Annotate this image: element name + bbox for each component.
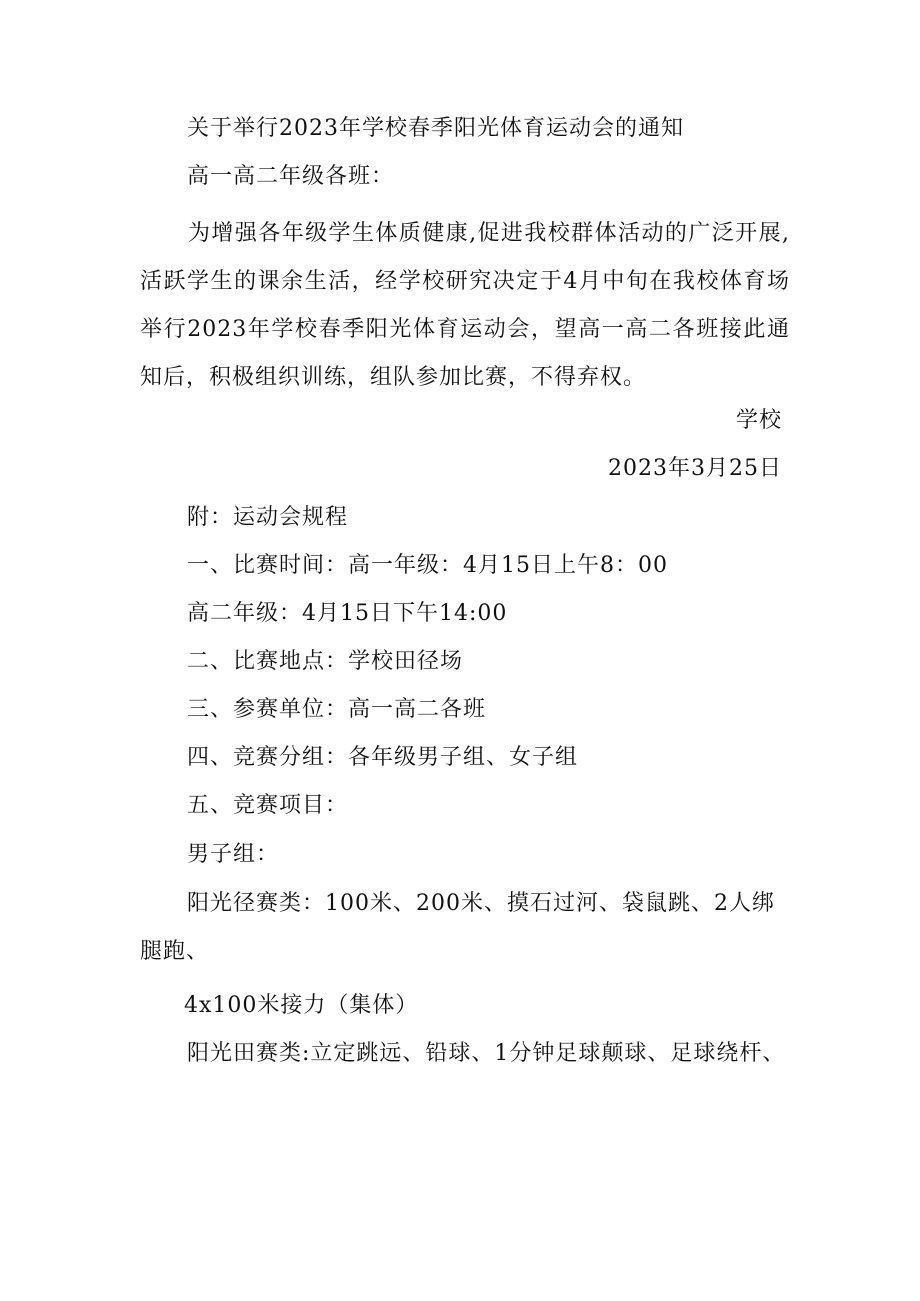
track-events-continuation: 腿跑、 xyxy=(140,939,210,964)
rule-item: 高二年级：4月15日下午14:00 xyxy=(187,601,508,626)
issue-date: 2023年3月25日 xyxy=(608,456,782,481)
rule-item: 三、参赛单位：高一高二各班 xyxy=(187,697,487,722)
addressee: 高一高二年级各班： xyxy=(187,164,395,189)
signature: 学校 xyxy=(735,408,782,433)
relay-line: 4x100米接力（集体） xyxy=(184,993,419,1018)
rule-item: 四、竞赛分组：各年级男子组、女子组 xyxy=(187,745,579,770)
rule-item: 二、比赛地点：学校田径场 xyxy=(187,649,464,674)
rule-item: 一、比赛时间：高一年级：4月15日上午8：00 xyxy=(187,553,668,578)
attachment-heading: 附：运动会规程 xyxy=(187,505,349,530)
document-title: 关于举行2023年学校春季阳光体育运动会的通知 xyxy=(187,116,684,141)
track-events-line: 阳光径赛类：100米、200米、摸石过河、袋鼠跳、2人绑 xyxy=(187,891,775,916)
field-events-line: 阳光田赛类:立定跳远、铅球、1分钟足球颠球、足球绕杆、 xyxy=(187,1041,786,1066)
rule-item: 男子组： xyxy=(187,842,280,867)
notice-body: 为增强各年级学生体质健康,促进我校群体活动的广泛开展,活跃学生的课余生活，经学校研究决定于4月中旬在我校体育场举行2023年学校春季阳光体育运动会，望高一高二各班接此通知后，积极组织训练，组队参加比赛，不得弃权。 xyxy=(140,221,790,390)
rule-item: 五、竞赛项目： xyxy=(187,793,349,818)
